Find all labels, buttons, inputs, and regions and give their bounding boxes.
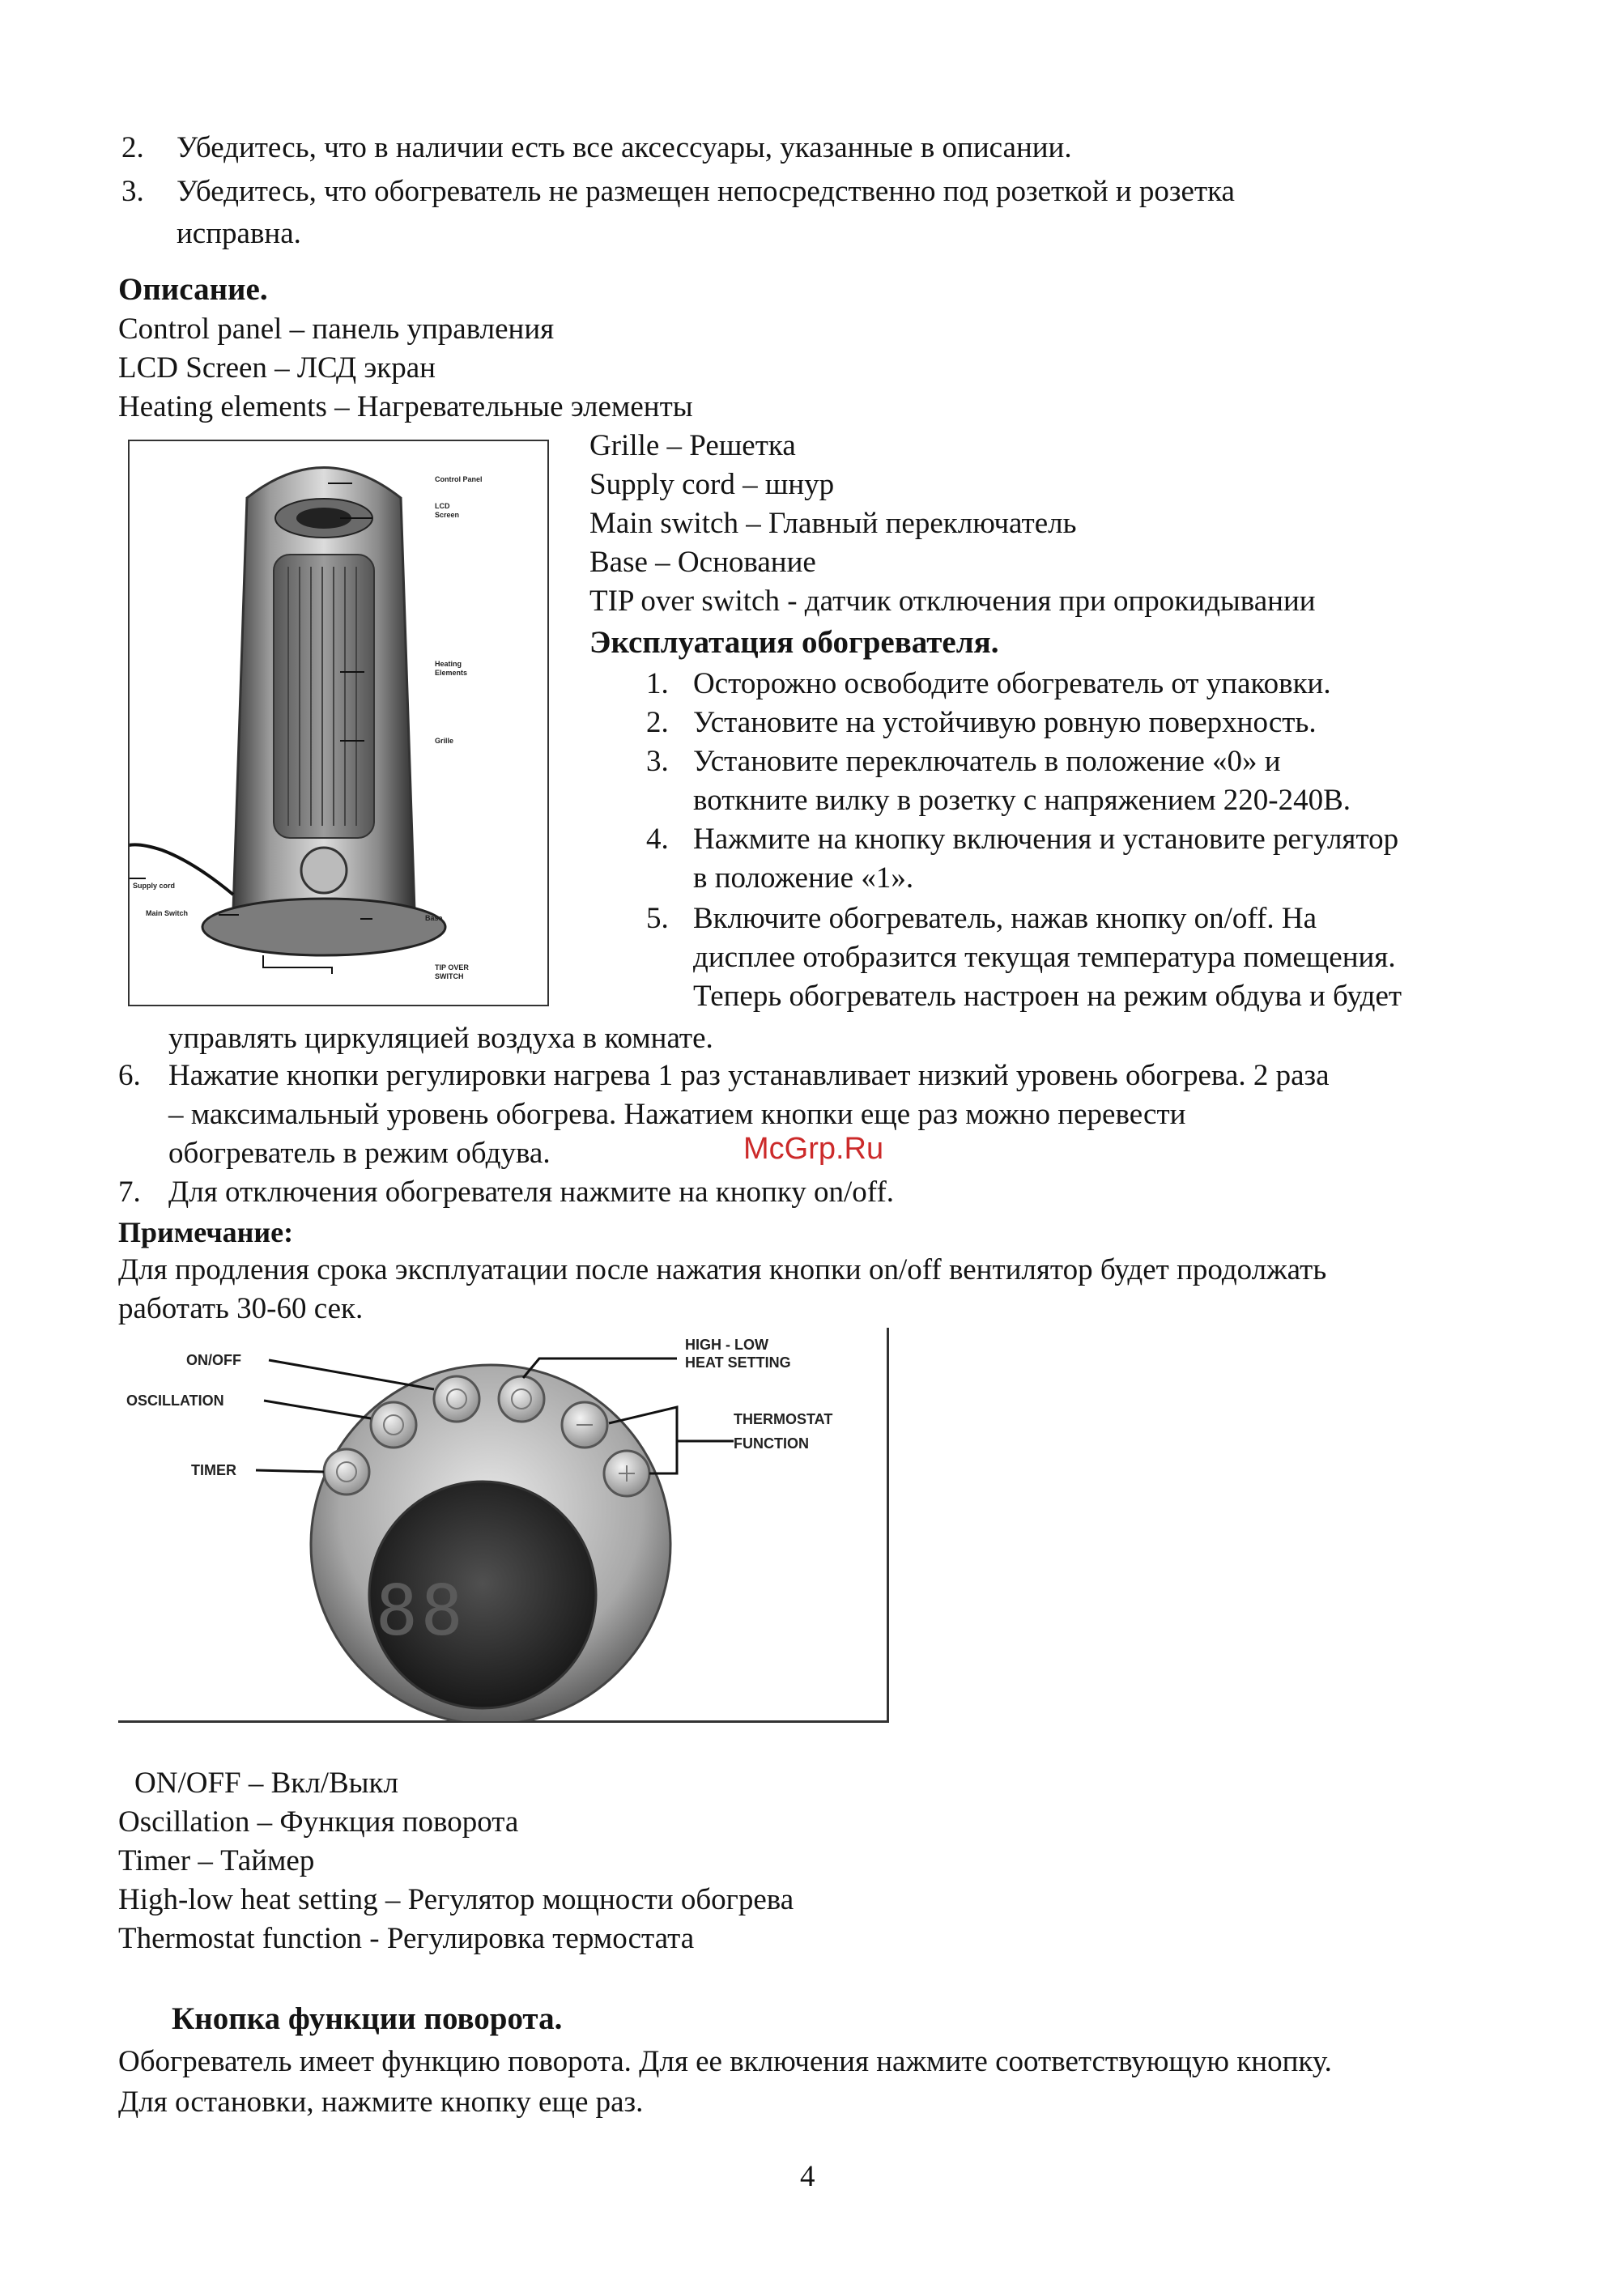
intro-item-3-cont: исправна.	[177, 217, 301, 250]
label-base: Base	[425, 914, 443, 922]
legend-oscillation: Oscillation – Функция поворота	[118, 1805, 519, 1839]
step-6-text: Нажатие кнопки регулировки нагрева 1 раз устанавливает низкий уровень обогрева. 2 раза	[168, 1059, 1330, 1092]
intro-item-2-num: 2.	[121, 131, 144, 164]
step-4-cont: в положение «1».	[693, 861, 914, 895]
legend-high-low: High-low heat setting – Регулятор мощности обогрева	[118, 1883, 794, 1916]
operation-title: Эксплуатация обогревателя.	[589, 625, 999, 660]
rotation-title: Кнопка функции поворота.	[172, 2001, 563, 2036]
label-high-low-heat: HIGH - LOW HEAT SETTING	[685, 1337, 791, 1371]
intro-item-3-num: 3.	[121, 175, 144, 208]
step-5-cont2: Теперь обогреватель настроен на режим обдува и будет	[693, 980, 1402, 1013]
step-1-num: 1.	[646, 667, 669, 700]
desc-line-control-panel: Control panel – панель управления	[118, 313, 555, 346]
heater-illustration	[130, 441, 547, 1005]
intro-item-2-text: Убедитесь, что в наличии есть все аксессуары, указанные в описании.	[177, 131, 1072, 164]
desc-line-supply-cord: Supply cord – шнур	[589, 468, 835, 501]
label-main-switch: Main Switch	[146, 909, 189, 917]
description-title: Описание.	[118, 272, 268, 307]
desc-line-base: Base – Основание	[589, 546, 816, 579]
rotation-line-1: Обогреватель имеет функцию поворота. Для ее включения нажмите соответствующую кнопку.	[118, 2045, 1332, 2078]
desc-line-main-switch: Main switch – Главный переключатель	[589, 507, 1077, 540]
step-5-text: Включите обогреватель, нажав кнопку on/off. На	[693, 902, 1317, 935]
legend-thermostat: Thermostat function - Регулировка термостата	[118, 1922, 695, 1955]
label-oscillation: OSCILLATION	[126, 1392, 224, 1409]
legend-on-off: ON/OFF – Вкл/Выкл	[134, 1767, 398, 1800]
intro-item-3-text: Убедитесь, что обогреватель не размещен непосредственно под розеткой и розетка	[177, 175, 1235, 208]
step-6-num: 6.	[118, 1059, 141, 1092]
note-line-1: Для продления срока эксплуатации после нажатия кнопки on/off вентилятор будет продолжать	[118, 1253, 1327, 1286]
step-5-num: 5.	[646, 902, 669, 935]
label-grille: Grille	[435, 737, 454, 745]
note-title: Примечание:	[118, 1216, 294, 1248]
step-1-text: Осторожно освободите обогреватель от упаковки.	[693, 667, 1331, 700]
desc-line-grille: Grille – Решетка	[589, 429, 796, 462]
control-panel-figure	[118, 1328, 889, 1723]
step-5-cont3: управлять циркуляцией воздуха в комнате.	[168, 1022, 713, 1055]
label-heating-elements: Heating Elements	[435, 660, 468, 677]
step-7-num: 7.	[118, 1176, 141, 1209]
desc-line-lcd: LCD Screen – ЛСД экран	[118, 351, 436, 385]
label-thermostat-function: THERMOSTAT FUNCTION	[734, 1411, 833, 1452]
step-3-text: Установите переключатель в положение «0» и	[693, 745, 1281, 778]
step-3-num: 3.	[646, 745, 669, 778]
watermark: McGrp.Ru	[743, 1132, 884, 1166]
legend-timer: Timer – Таймер	[118, 1844, 315, 1877]
desc-line-tip-over: TIP over switch - датчик отключения при опрокидывании	[589, 585, 1316, 618]
step-3-cont: воткните вилку в розетку с напряжением 220-240В.	[693, 784, 1351, 817]
step-4-text: Нажмите на кнопку включения и установите регулятор	[693, 823, 1399, 856]
control-panel-illustration	[118, 1328, 887, 1721]
desc-line-heating: Heating elements – Нагревательные элементы	[118, 390, 693, 423]
step-2-num: 2.	[646, 706, 669, 739]
step-2-text: Установите на устойчивую ровную поверхность.	[693, 706, 1317, 739]
label-control-panel: Control Panel	[435, 475, 483, 483]
page-number: 4	[800, 2160, 815, 2193]
heater-figure	[128, 440, 549, 1006]
step-6-cont: – максимальный уровень обогрева. Нажатием кнопки еще раз можно перевести	[168, 1098, 1186, 1131]
step-7-text: Для отключения обогревателя нажмите на кнопку on/off.	[168, 1176, 895, 1209]
step-4-num: 4.	[646, 823, 669, 856]
step-5-cont: дисплее отобразится текущая температура помещения.	[693, 941, 1396, 974]
label-lcd-screen: LCD Screen	[435, 502, 460, 519]
label-tip-over-switch: TIP OVER SWITCH	[435, 963, 469, 980]
step-6-cont2: обогреватель в режим обдува.	[168, 1137, 551, 1170]
label-on-off: ON/OFF	[186, 1352, 241, 1368]
rotation-line-2: Для остановки, нажмите кнопку еще раз.	[118, 2086, 644, 2119]
label-supply-cord: Supply cord	[133, 882, 176, 890]
panel-display-digits: 88	[376, 1571, 466, 1652]
note-line-2: работать 30-60 сек.	[118, 1292, 364, 1325]
label-timer: TIMER	[191, 1462, 236, 1478]
